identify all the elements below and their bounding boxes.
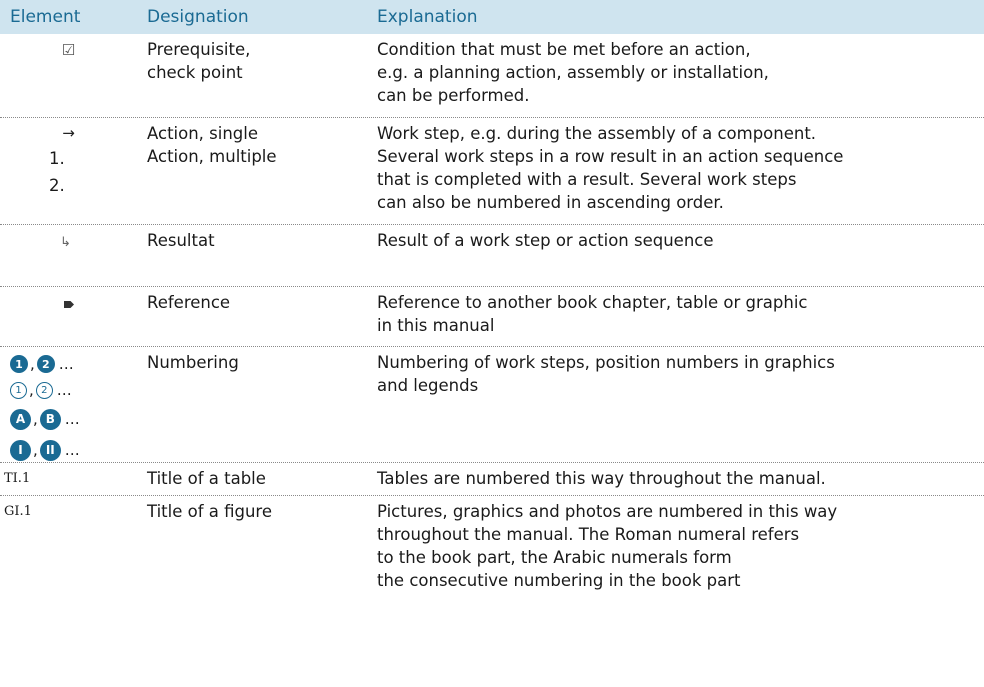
designation-cell: Resultat [147, 231, 215, 250]
table-title-code: TI.1 [4, 471, 31, 486]
explanation-line: and legends [377, 376, 479, 395]
outline-number-icon: 1 [10, 382, 27, 399]
designation-cell: Reference [147, 293, 231, 312]
pointer-hand-icon [64, 301, 74, 308]
roman-badge-icon: II [40, 440, 61, 461]
checkbox-icon: ☑ [61, 41, 76, 59]
explanation-line: can be performed. [377, 86, 530, 105]
roman-badges: I , II … [10, 435, 137, 465]
outline-number-icon: 2 [36, 382, 53, 399]
designation-cell: Numbering [147, 353, 239, 372]
element-cell [0, 287, 137, 346]
explanation-line: in this manual [377, 316, 495, 335]
letter-badge-icon: A [10, 409, 31, 430]
roman-badge-icon: I [10, 440, 31, 461]
step-number: 1. [49, 149, 65, 168]
figure-title-code: GI.1 [4, 504, 32, 519]
explanation-cell: Result of a work step or action sequence [377, 231, 714, 250]
table-row [0, 118, 984, 225]
table-row [0, 225, 984, 287]
explanation-cell [365, 34, 984, 117]
header-designation: Designation [147, 7, 249, 27]
element-cell [0, 347, 137, 462]
designation-cell: Title of a table [147, 469, 266, 488]
element-cell [0, 34, 137, 117]
element-cell [0, 225, 137, 286]
arrow-right-icon: → [62, 124, 75, 142]
explanation-line: Work step, e.g. during the assembly of a component. [377, 124, 817, 143]
explanation-line: Numbering of work steps, position numbers in graphics [377, 353, 835, 372]
explanation-cell [365, 287, 984, 346]
letter-badge-icon: B [40, 409, 61, 430]
explanation-line: that is completed with a result. Several work steps [377, 170, 797, 189]
explanation-line: Pictures, graphics and photos are numbered in this way [377, 502, 838, 521]
explanation-cell [365, 118, 984, 224]
explanation-line: Several work steps in a row result in an action sequence [377, 147, 844, 166]
explanation-line: Reference to another book chapter, table or graphic [377, 293, 808, 312]
explanation-cell: Tables are numbered this way throughout the manual. [377, 469, 826, 488]
table-header [0, 0, 984, 34]
number-badge-icon: 2 [37, 355, 55, 373]
designation-line: check point [147, 63, 243, 82]
table-row [0, 34, 984, 118]
filled-number-badges: 1 , 2 … [10, 351, 137, 377]
explanation-line: to the book part, the Arabic numerals form [377, 548, 732, 567]
designation-line: Action, multiple [147, 147, 277, 166]
explanation-line: Condition that must be met before an action, [377, 40, 751, 59]
explanation-cell [365, 347, 984, 462]
designation-line: Prerequisite, [147, 40, 251, 59]
header-element: Element [10, 7, 81, 27]
outline-number-badges: 1 , 2 … [10, 377, 137, 403]
explanation-line: the consecutive numbering in the book part [377, 571, 741, 590]
explanation-line: can also be numbered in ascending order. [377, 193, 724, 212]
header-explanation: Explanation [377, 7, 478, 27]
designation-line: Action, single [147, 124, 259, 143]
element-cell [0, 118, 137, 224]
table-row [0, 347, 984, 463]
letter-badges: A , B … [10, 403, 137, 435]
designation-cell [137, 34, 365, 117]
explanation-cell [365, 496, 984, 626]
table-row [0, 287, 984, 347]
step-number: 2. [49, 176, 65, 195]
explanation-line: e.g. a planning action, assembly or installation, [377, 63, 769, 82]
table-row [0, 496, 984, 626]
table-row [0, 463, 984, 496]
result-arrow-icon: ↳ [60, 235, 71, 250]
explanation-line: throughout the manual. The Roman numeral refers [377, 525, 800, 544]
designation-cell: Title of a figure [147, 502, 273, 521]
number-badge-icon: 1 [10, 355, 28, 373]
designation-cell [137, 118, 365, 224]
